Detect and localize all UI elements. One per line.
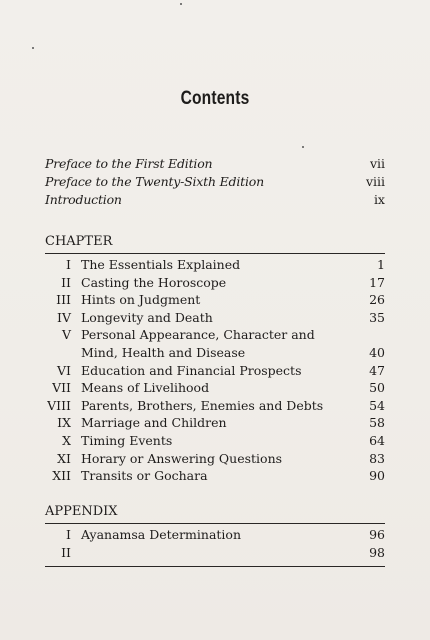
chapter-row[interactable]: [45, 291, 385, 309]
chapter-page: 35: [369, 309, 385, 325]
chapter-number: IX: [57, 415, 71, 431]
chapter-number: V: [61, 327, 71, 343]
entry-page: viii: [365, 174, 385, 189]
ink-speck: [302, 146, 304, 148]
chapter-row[interactable]: [45, 309, 385, 327]
chapter-title: Timing Events: [81, 432, 173, 448]
chapter-number: VI: [57, 362, 71, 378]
chapter-page: 17: [369, 274, 385, 290]
entry-label: Introduction: [45, 192, 122, 207]
chapter-row-continued[interactable]: [45, 344, 385, 362]
chapter-title: Horary or Answering Questions: [81, 450, 283, 466]
page-title: Contents: [180, 88, 250, 109]
chapter-page: 1: [377, 257, 385, 272]
chapter-row[interactable]: [45, 432, 385, 450]
chapter-number: VIII: [47, 397, 71, 413]
chapter-title: Personal Appearance, Character and: [81, 327, 315, 343]
chapter-title: Mind, Health and Disease: [81, 344, 246, 360]
chapter-row[interactable]: [45, 379, 385, 397]
chapter-page: 26: [369, 292, 385, 308]
entry-page: ix: [373, 192, 385, 207]
entry-label: Preface to the Twenty-Sixth Edition: [45, 174, 264, 189]
chapter-page: 54: [369, 397, 385, 413]
appendix-row[interactable]: [45, 526, 385, 544]
chapter-number: XI: [57, 450, 71, 466]
chapter-list: [45, 256, 385, 485]
appendix-page: 96: [369, 527, 385, 542]
chapter-page: 90: [369, 468, 385, 484]
chapter-row[interactable]: [45, 256, 385, 274]
chapter-number: [45, 344, 81, 362]
chapter-row[interactable]: [45, 326, 385, 344]
chapter-title: Longevity and Death: [81, 309, 213, 325]
chapter-page: 40: [369, 344, 385, 360]
front-matter-row[interactable]: [45, 191, 385, 209]
chapter-title: Casting the Horoscope: [81, 274, 227, 290]
chapter-title: Education and Financial Prospects: [81, 362, 302, 378]
chapter-row[interactable]: [45, 450, 385, 468]
appendix-heading: APPENDIX: [45, 503, 385, 524]
appendix-page: 98: [369, 544, 385, 560]
chapter-page: 58: [369, 415, 385, 431]
chapter-title: Parents, Brothers, Enemies and Debts: [81, 397, 324, 413]
chapter-number: III: [56, 292, 71, 308]
chapter-title: Hints on Judgment: [81, 292, 201, 308]
ink-speck: [32, 47, 34, 49]
ink-speck: [180, 3, 182, 5]
bottom-divider: [45, 566, 385, 567]
chapter-row[interactable]: [45, 274, 385, 292]
chapter-title: Transits or Gochara: [81, 468, 208, 484]
appendix-row[interactable]: [45, 544, 385, 562]
chapter-row[interactable]: [45, 362, 385, 380]
chapter-page: 83: [369, 450, 385, 466]
front-matter-row[interactable]: [45, 173, 385, 191]
chapter-title: The Essentials Explained: [81, 257, 241, 272]
chapter-number: X: [62, 432, 71, 448]
front-matter-list: [45, 155, 385, 209]
chapter-page: 47: [369, 362, 385, 378]
chapter-page: [345, 326, 385, 344]
chapter-row[interactable]: [45, 414, 385, 432]
appendix-number: I: [66, 527, 71, 542]
appendix-number: II: [61, 544, 71, 560]
chapter-page: 50: [369, 380, 385, 396]
chapter-number: VII: [52, 380, 71, 396]
chapter-number: IV: [57, 309, 71, 325]
appendix-list: [45, 526, 385, 561]
chapter-heading: CHAPTER: [45, 233, 385, 254]
chapter-row[interactable]: [45, 467, 385, 485]
chapter-number: I: [66, 257, 71, 272]
front-matter-row[interactable]: [45, 155, 385, 173]
chapter-row[interactable]: [45, 397, 385, 415]
entry-page: vii: [369, 156, 385, 171]
chapter-number: II: [61, 274, 71, 290]
appendix-title: Ayanamsa Determination: [81, 527, 241, 542]
chapter-title: Means of Livelihood: [81, 380, 210, 396]
chapter-number: XII: [52, 468, 71, 484]
entry-label: Preface to the First Edition: [45, 156, 213, 171]
chapter-title: Marriage and Children: [81, 415, 227, 431]
chapter-page: 64: [369, 432, 385, 448]
appendix-title: [81, 544, 345, 562]
